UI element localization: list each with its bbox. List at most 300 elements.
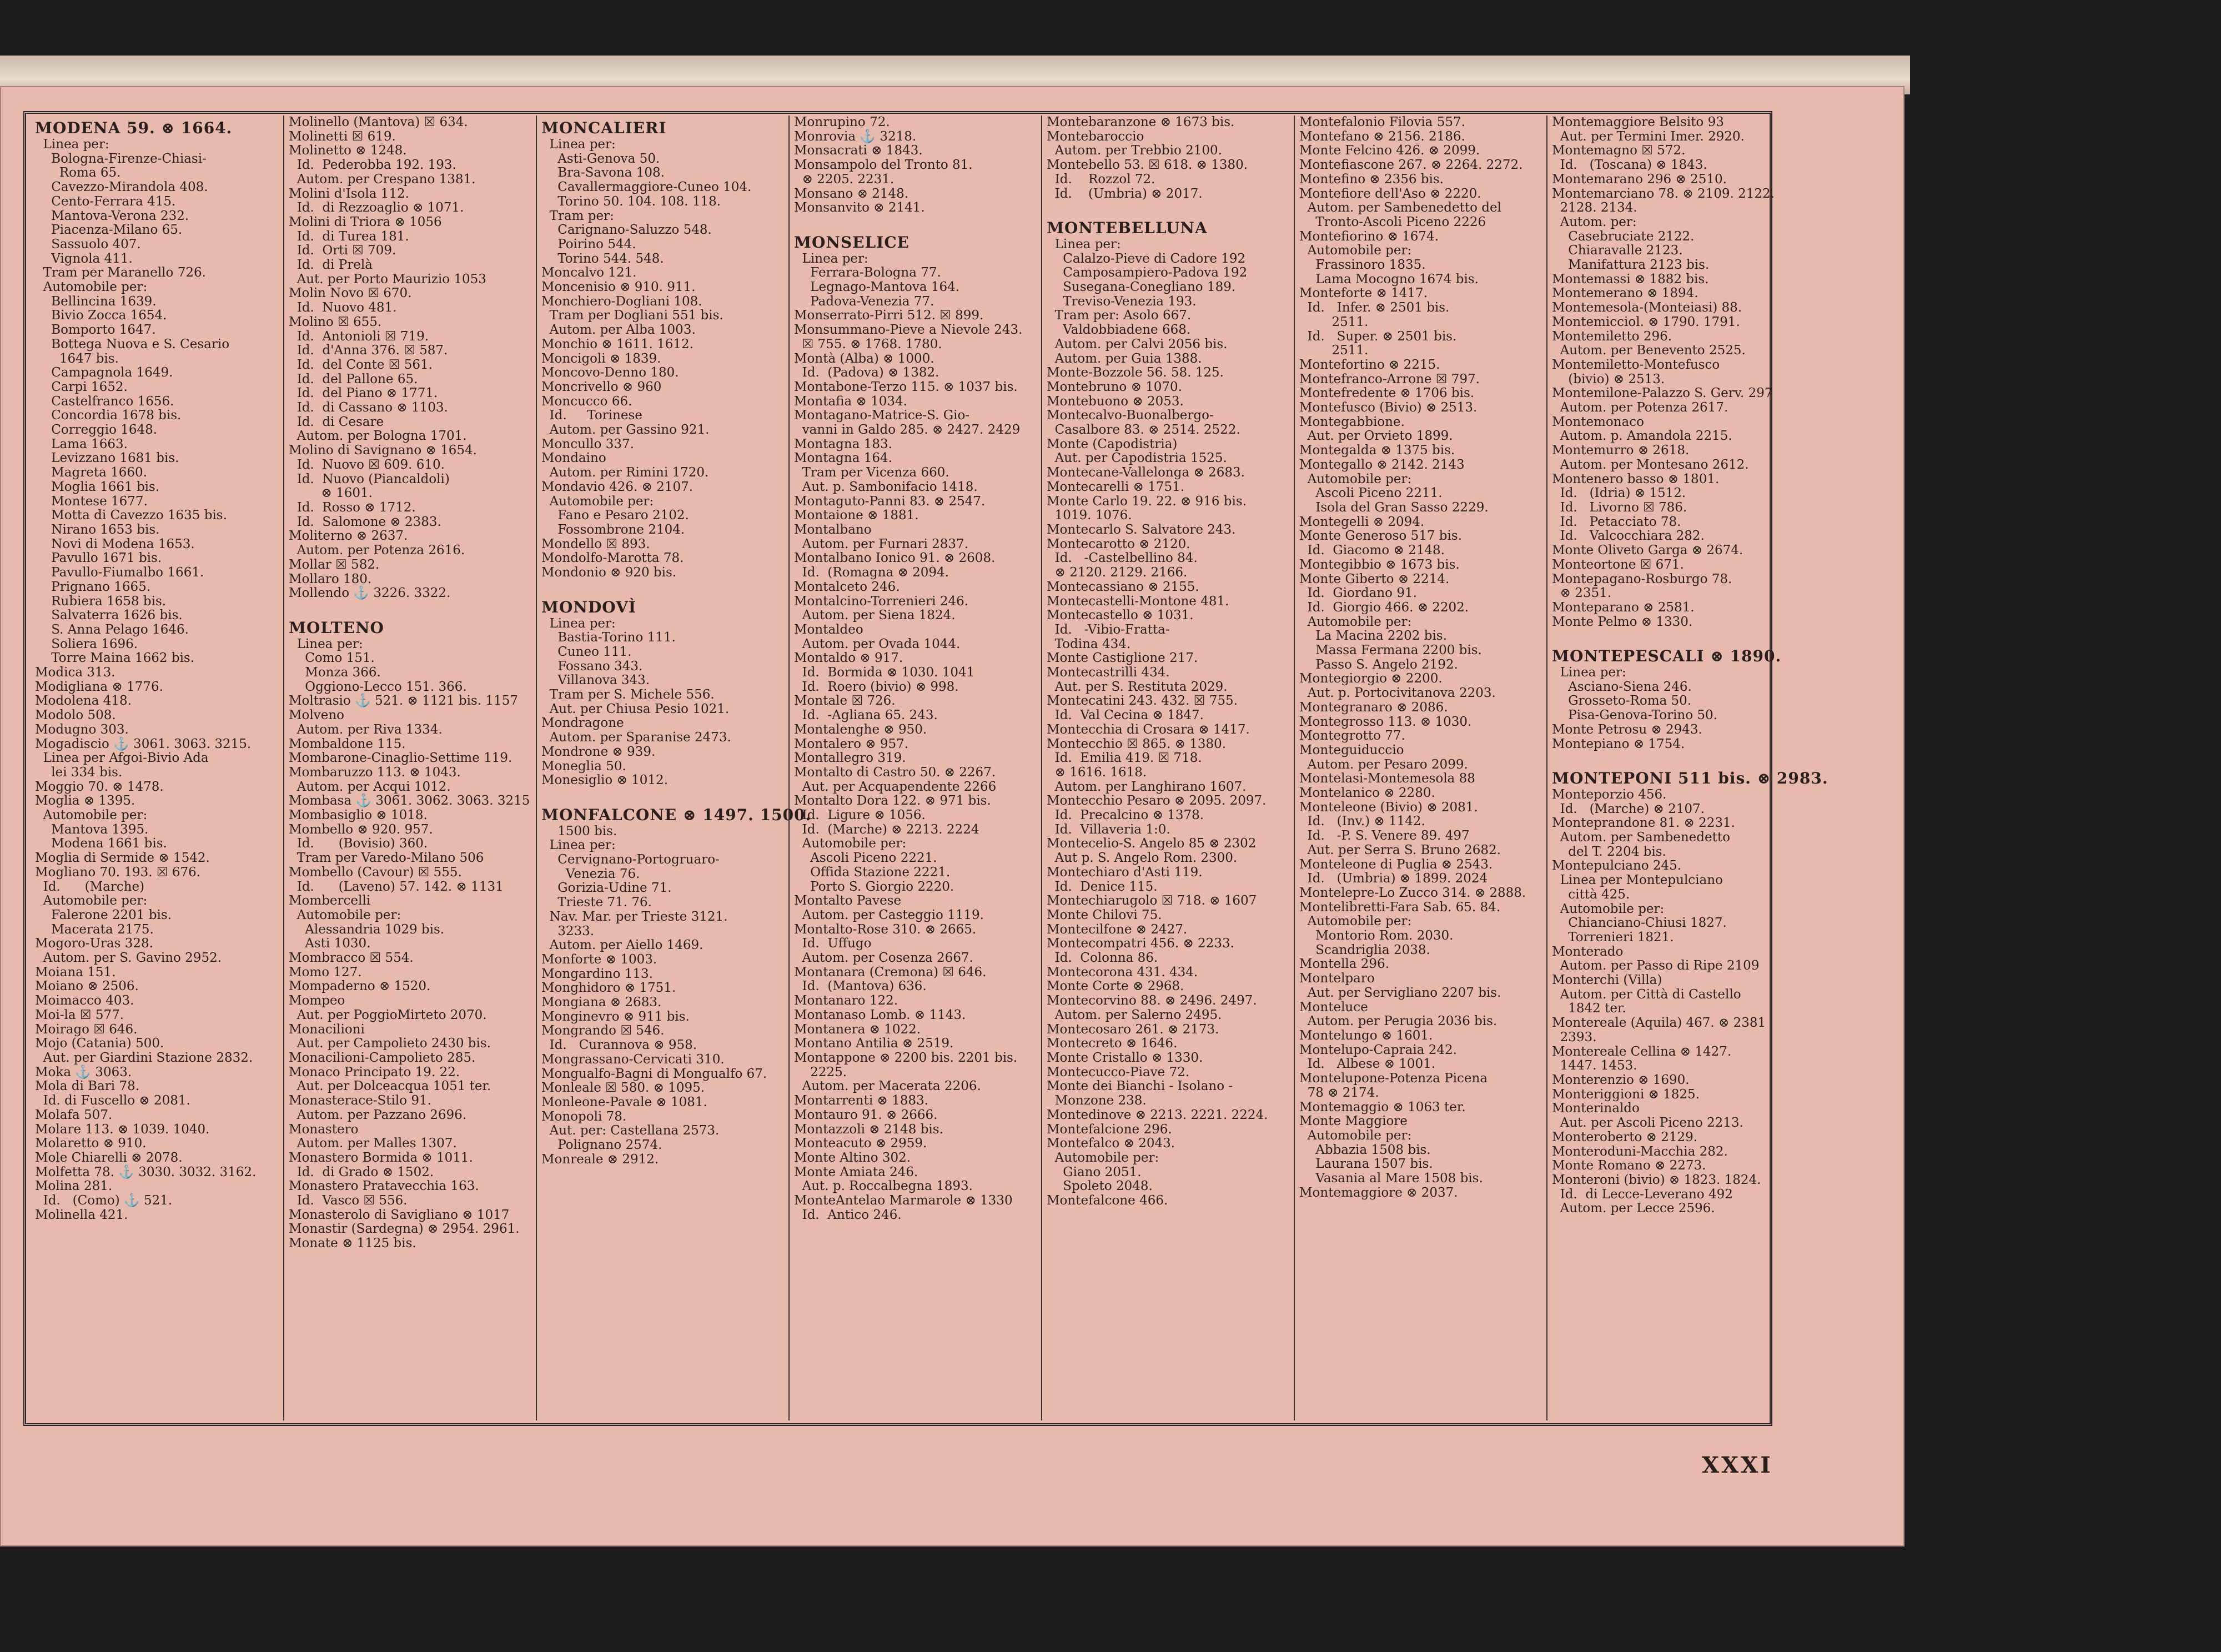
index-entry: Bra-Savona 108. [541, 165, 665, 180]
index-entry: Monteleone di Puglia ⊗ 2543. [1299, 857, 1493, 872]
index-entry: Montecchio ☒ 865. ⊗ 1380. [1047, 736, 1227, 751]
index-entry: Monchiero-Dogliani 108. [541, 294, 702, 309]
index-entry: Moliterno ⊗ 2637. [289, 529, 408, 544]
blank-line [1552, 751, 1768, 766]
index-entry: Monzone 238. [1047, 1093, 1147, 1108]
index-entry: Montalto-Rose 310. ⊗ 2665. [794, 922, 977, 937]
index-entry: Legnago-Mantova 164. [794, 280, 960, 295]
index-entry: Monte Altino 302. [794, 1150, 911, 1165]
index-entry: Scandriglia 2038. [1299, 942, 1430, 957]
index-entry: MONTEPESCALI ⊗ 1890. [1552, 647, 1782, 666]
index-entry: Montefalonio Filovia 557. [1299, 115, 1465, 129]
index-entry: Id. Antico 246. [794, 1207, 902, 1222]
index-entry: Aut. per PoggioMirteto 2070. [289, 1007, 487, 1022]
index-entry: Novi di Modena 1653. [35, 536, 195, 551]
index-entry: Gorizia-Udine 71. [541, 881, 672, 896]
index-entry: Monteleone (Bivio) ⊗ 2081. [1299, 800, 1478, 815]
index-entry: Montalto Pavese [794, 893, 902, 908]
index-entry: Macerata 2175. [35, 922, 154, 937]
index-entry: Molafa 507. [35, 1107, 113, 1122]
index-entry: Modugno 303. [35, 722, 129, 737]
index-entry: Monreale ⊗ 2912. [541, 1152, 659, 1167]
index-entry: Id. Vasco ☒ 556. [289, 1193, 408, 1208]
index-entry: Montecucco-Piave 72. [1047, 1064, 1190, 1079]
index-entry: Id. Val Cecina ⊗ 1847. [1047, 708, 1204, 723]
index-entry: Ascoli Piceno 2221. [794, 851, 937, 866]
index-entry: Chiaravalle 2123. [1552, 243, 1683, 258]
index-entry: Montelepre-Lo Zucco 314. ⊗ 2888. [1299, 885, 1526, 900]
index-entry: Laurana 1507 bis. [1299, 1157, 1433, 1172]
index-entry: Autom. p. Amandola 2215. [1552, 429, 1732, 444]
index-entry: Isola del Gran Sasso 2229. [1299, 500, 1489, 515]
index-entry: Mojo (Catania) 500. [35, 1036, 164, 1051]
index-entry: Id. Rozzol 72. [1047, 172, 1155, 187]
index-entry: Moncovo-Denno 180. [541, 365, 679, 380]
index-entry: Id. Villaveria 1:0. [1047, 822, 1170, 837]
index-entry: Id. (Marche) ⊗ 2107. [1552, 801, 1705, 816]
index-entry: Montorio Rom. 2030. [1299, 928, 1454, 943]
index-entry: Levizzano 1681 bis. [35, 451, 179, 466]
index-entry: Id. Salomone ⊗ 2383. [289, 514, 441, 529]
index-entry: Id. (Marche) ⊗ 2213. 2224 [794, 822, 979, 837]
index-entry: Mondragone [541, 716, 624, 731]
index-entry: Id. Giacomo ⊗ 2148. [1299, 543, 1445, 558]
index-entry: Aut. per Dolceacqua 1051 ter. [289, 1079, 491, 1094]
index-entry: Montemagno ☒ 572. [1552, 143, 1686, 158]
blank-line [1047, 201, 1294, 215]
index-entry: del T. 2204 bis. [1552, 844, 1666, 859]
index-entry: Montarrenti ⊗ 1883. [794, 1093, 928, 1108]
index-entry: Venezia 76. [541, 866, 640, 881]
index-entry: Montalto Dora 122. ⊗ 971 bis. [794, 794, 991, 809]
index-entry: Susegana-Conegliano 189. [1047, 280, 1236, 295]
index-entry: Autom. per Pazzano 2696. [289, 1107, 467, 1122]
index-entry: Montemonaco [1552, 414, 1644, 429]
index-entry: Monteriggioni ⊗ 1825. [1552, 1087, 1700, 1102]
index-entry: Montecilfone ⊗ 2427. [1047, 922, 1188, 937]
index-entry: Mondolfo-Marotta 78. [541, 551, 684, 566]
index-entry: Id. (Inv.) ⊗ 1142. [1299, 814, 1425, 829]
index-column-2 [283, 116, 536, 1420]
index-entry: Alessandria 1029 bis. [289, 922, 445, 937]
index-entry: Monte (Capodistria) [1047, 436, 1178, 451]
index-entry: 1842 ter. [1552, 1001, 1626, 1016]
index-entry: Montalenghe ⊗ 950. [794, 722, 927, 737]
index-entry: Bivio Zocca 1654. [35, 308, 167, 323]
index-entry: Trieste 71. 76. [541, 895, 652, 910]
index-entry: Montelanico ⊗ 2280. [1299, 786, 1435, 801]
index-entry: Montedinove ⊗ 2213. 2221. 2224. [1047, 1107, 1268, 1122]
index-entry: Montecreto ⊗ 1646. [1047, 1036, 1178, 1051]
index-entry: MONTEBELLUNA [1047, 218, 1208, 237]
index-entry: Montegibbio ⊗ 1673 bis. [1299, 557, 1460, 572]
index-entry: Mombello ⊗ 920. 957. [289, 822, 433, 837]
index-entry: Poirino 544. [541, 237, 636, 252]
index-entry: Oggiono-Lecco 151. 366. [289, 679, 467, 694]
index-entry: Montegrotto 77. [1299, 729, 1405, 744]
index-entry: Montecorona 431. 434. [1047, 965, 1198, 980]
index-entry: Montaldeo [794, 622, 863, 637]
index-entry: Autom. per Pesaro 2099. [1299, 757, 1468, 772]
index-entry: Monteroberto ⊗ 2129. [1552, 1129, 1698, 1144]
index-entry: Frassinoro 1835. [1299, 258, 1426, 273]
index-entry: Modolo 508. [35, 708, 116, 723]
index-entry: ☒ 755. ⊗ 1768. 1780. [794, 337, 942, 352]
index-entry: Aut. per Campolieto 2430 bis. [289, 1036, 491, 1051]
index-entry: Monte Castiglione 217. [1047, 651, 1198, 666]
index-entry: Id. Orti ☒ 709. [289, 243, 396, 258]
index-entry: Montegrosso 113. ⊗ 1030. [1299, 714, 1472, 729]
index-entry: Montafia ⊗ 1034. [794, 394, 907, 409]
index-entry: Asciano-Siena 246. [1552, 679, 1692, 694]
index-entry: Montereale Cellina ⊗ 1427. [1552, 1044, 1732, 1059]
index-entry: Id. Albese ⊗ 1001. [1299, 1057, 1436, 1072]
index-entry: Montalbano Ionico 91. ⊗ 2608. [794, 551, 996, 566]
index-entry: Monastero [289, 1122, 359, 1137]
index-entry: Aut. per Capodistria 1525. [1047, 451, 1227, 466]
index-entry: Correggio 1648. [35, 423, 158, 438]
index-entry: Monteforte ⊗ 1417. [1299, 286, 1428, 301]
index-entry: Montecassiano ⊗ 2155. [1047, 579, 1199, 594]
index-entry: Montemesola-(Monteiasi) 88. [1552, 300, 1742, 315]
index-entry: Montecorvino 88. ⊗ 2496. 2497. [1047, 993, 1257, 1008]
index-entry: Mombaruzzo 113. ⊗ 1043. [289, 765, 461, 780]
index-entry: Id. d'Anna 376. ☒ 587. [289, 343, 448, 358]
index-entry: città 425. [1552, 887, 1630, 902]
index-entry: Id. Nuovo 481. [289, 300, 397, 315]
index-entry: Moimacco 403. [35, 993, 134, 1008]
index-entry: Montefalcione 296. [1047, 1122, 1172, 1137]
index-entry: 2511. [1299, 343, 1369, 358]
index-entry: Linea per: [794, 251, 868, 266]
index-entry: Montefino ⊗ 2356 bis. [1299, 172, 1444, 187]
index-entry: Autom. per Casteggio 1119. [794, 907, 984, 922]
index-entry: Monte Giberto ⊗ 2214. [1299, 571, 1450, 586]
index-entry: Moi-la ☒ 577. [35, 1007, 124, 1022]
index-entry: Autom. per Cosenza 2667. [794, 951, 973, 966]
index-entry: Mondonio ⊗ 920 bis. [541, 565, 677, 580]
index-entry: Monrovia ⚓ 3218. [794, 129, 917, 144]
index-entry: Id. di Cesare [289, 414, 384, 429]
index-entry: Id. di Grado ⊗ 1502. [289, 1164, 434, 1179]
index-entry: Monteroni (bivio) ⊗ 1823. 1824. [1552, 1172, 1761, 1187]
index-entry: Linea per: [289, 636, 363, 651]
index-entry: Autom. per: [1552, 214, 1637, 229]
index-entry: Molini di Triora ⊗ 1056 [289, 214, 442, 229]
index-entry: Montemiletto-Montefusco [1552, 357, 1720, 372]
index-entry: Prignano 1665. [35, 579, 151, 594]
index-entry: Monte Romano ⊗ 2273. [1552, 1158, 1706, 1173]
index-entry: Passo S. Angelo 2192. [1299, 657, 1458, 672]
index-entry: Cervignano-Portogruaro- [541, 852, 720, 867]
index-entry: Monteprandone 81. ⊗ 2231. [1552, 816, 1735, 831]
index-entry: Grosseto-Roma 50. [1552, 694, 1692, 709]
index-entry: Montecompatri 456. ⊗ 2233. [1047, 936, 1234, 951]
index-entry: Id. Giorgio 466. ⊗ 2202. [1299, 600, 1469, 615]
index-entry: Pisa-Genova-Torino 50. [1552, 708, 1717, 723]
index-column-7 [1546, 115, 1828, 1420]
index-entry: Id. Bormida ⊗ 1030. 1041 [794, 665, 975, 680]
index-entry: Id. (Marche) [35, 879, 145, 894]
index-entry: Tram per Maranello 726. [35, 265, 206, 280]
index-entry: Monsanvito ⊗ 2141. [794, 200, 925, 215]
index-entry: Monteacuto ⊗ 2959. [794, 1136, 927, 1151]
index-entry: Montecane-Vallelonga ⊗ 2683. [1047, 465, 1245, 480]
index-entry: Automobile per: [35, 280, 148, 295]
index-entry: Monteroduni-Macchia 282. [1552, 1144, 1728, 1159]
index-entry: Automobile per: [794, 836, 907, 851]
index-entry: Bologna-Firenze-Chiasi- [35, 151, 207, 166]
index-entry: Mantova-Verona 232. [35, 208, 189, 223]
index-entry: Linea per: [1552, 665, 1626, 680]
index-entry: Autom. per Riva 1334. [289, 722, 443, 737]
index-entry: Id. Nuovo ☒ 609. 610. [289, 457, 445, 472]
index-entry: Id. (Laveno) 57. 142. ⊗ 1131 [289, 879, 504, 894]
index-entry: Autom. per S. Gavino 2952. [35, 951, 222, 966]
index-entry: Monte Amiata 246. [794, 1164, 918, 1179]
index-entry: Automobile per: [1299, 243, 1412, 258]
index-entry: ⊗ 2205. 2231. [794, 172, 895, 187]
index-entry: ⊗ 2120. 2129. 2166. [1047, 565, 1188, 580]
index-entry: Montefiascone 267. ⊗ 2264. 2272. [1299, 158, 1523, 173]
index-entry: Moncalvo 121. [541, 265, 637, 280]
index-entry: Salvaterra 1626 bis. [35, 608, 183, 623]
index-entry: Autom. per Langhirano 1607. [1047, 779, 1247, 794]
index-entry: Montappone ⊗ 2200 bis. 2201 bis. [794, 1051, 1018, 1065]
index-entry: Id. -P. S. Venere 89. 497 [1299, 828, 1470, 843]
index-entry: Montemurro ⊗ 2618. [1552, 443, 1690, 458]
index-entry: Monsampolo del Tronto 81. [794, 158, 973, 173]
index-entry: Moirago ☒ 646. [35, 1022, 138, 1037]
index-entry: Autom. per Città di Castello [1552, 987, 1741, 1002]
index-entry: Id. Ligure ⊗ 1056. [794, 808, 926, 823]
index-entry: Monginevro ⊗ 911 bis. [541, 1009, 690, 1024]
index-entry: Molfetta 78. ⚓ 3030. 3032. 3162. [35, 1164, 257, 1179]
index-entry: Molaretto ⊗ 910. [35, 1136, 147, 1151]
index-entry: Cuneo 111. [541, 644, 632, 659]
index-entry: Motta di Cavezzo 1635 bis. [35, 508, 227, 523]
index-entry: Chianciano-Chiusi 1827. [1552, 916, 1727, 931]
index-entry: Tram per: [541, 208, 614, 223]
index-entry: Id. Petacciato 78. [1552, 514, 1681, 529]
index-entry: Montemiletto 296. [1552, 329, 1672, 344]
index-entry: Lama 1663. [35, 436, 128, 451]
index-entry: Aut. per Servigliano 2207 bis. [1299, 985, 1501, 1000]
index-entry: S. Anna Pelago 1646. [35, 622, 189, 637]
index-entry: Id. Giordano 91. [1299, 586, 1417, 601]
index-entry: 3233. [541, 923, 595, 938]
index-entry: MONSELICE [794, 233, 909, 252]
index-entry: Montefiorino ⊗ 1674. [1299, 229, 1439, 244]
index-column-5 [1041, 116, 1294, 1420]
index-entry: Montelupone-Potenza Picena [1299, 1071, 1488, 1086]
index-entry: Molare 113. ⊗ 1039. 1040. [35, 1122, 210, 1137]
index-entry: Padova-Venezia 77. [794, 294, 934, 309]
index-entry: Montechiarugolo ☒ 718. ⊗ 1607 [1047, 893, 1257, 908]
index-entry: Mombaldone 115. [289, 736, 406, 751]
index-entry: Autom. per Salerno 2495. [1047, 1007, 1222, 1022]
index-entry: Montecastrilli 434. [1047, 665, 1170, 680]
index-entry: Sassuolo 407. [35, 237, 141, 252]
index-entry: Linea per: [541, 616, 616, 631]
index-entry: Moneglia 50. [541, 759, 626, 774]
index-entry: Pavullo-Fiumalbo 1661. [35, 565, 204, 580]
index-entry: Autom. per Sambenedetto [1552, 830, 1730, 845]
index-entry: Montà (Alba) ⊗ 1000. [794, 351, 934, 366]
index-entry: Monghidoro ⊗ 1751. [541, 981, 676, 996]
index-entry: Montemaggio ⊗ 1063 ter. [1299, 1099, 1466, 1114]
index-entry: Castelfranco 1656. [35, 394, 174, 409]
index-entry: Tram per: Asolo 667. [1047, 308, 1192, 323]
index-entry: Id. Denice 115. [1047, 879, 1158, 894]
index-entry: Rubiera 1658 bis. [35, 594, 167, 609]
index-entry: Cavezzo-Mirandola 408. [35, 180, 208, 195]
index-entry: Id. (Padova) ⊗ 1382. [794, 365, 939, 380]
index-entry: Id. (Umbria) ⊗ 1899. 2024 [1299, 871, 1488, 886]
index-entry: Moiano ⊗ 2506. [35, 979, 139, 994]
index-entry: Linea per: [541, 838, 616, 853]
index-entry: Moncucco 66. [541, 394, 632, 409]
index-entry: Tram per S. Michele 556. [541, 687, 715, 702]
index-entry: Id. di Fuscello ⊗ 2081. [35, 1093, 190, 1108]
index-entry: Montalcino-Torrenieri 246. [794, 594, 969, 609]
index-entry: Automobile per: [1299, 1128, 1412, 1143]
index-entry: Montegalda ⊗ 1375 bis. [1299, 443, 1455, 458]
index-entry: Mongualfo-Bagni di Mongualfo 67. [541, 1066, 767, 1081]
index-entry: Autom. per Furnari 2837. [794, 536, 969, 551]
index-entry: Monserrato-Pirri 512. ☒ 899. [794, 308, 984, 323]
index-entry: 1500 bis. [541, 824, 617, 838]
index-entry: Montanaro 122. [794, 993, 898, 1008]
index-entry: Mongrassano-Cervicati 310. [541, 1052, 725, 1067]
index-entry: Moncenisio ⊗ 910. 911. [541, 280, 696, 295]
index-entry: Id. del Piano ⊗ 1771. [289, 386, 438, 401]
index-entry: Montagano-Matrice-S. Gio- [794, 408, 970, 423]
index-entry: Monte dei Bianchi - Isolano - [1047, 1079, 1233, 1094]
index-entry: Montecarelli ⊗ 1751. [1047, 479, 1185, 494]
index-entry: Montecalvo-Buonalbergo- [1047, 408, 1214, 423]
index-entry: Automobile per: [1047, 1150, 1159, 1165]
index-entry: Aut. per Orvieto 1899. [1299, 429, 1453, 444]
index-entry: Monteparano ⊗ 2581. [1552, 600, 1695, 615]
index-entry: Aut. per Giardini Stazione 2832. [35, 1051, 253, 1065]
index-entry: Id. Curannova ⊗ 958. [541, 1038, 697, 1053]
index-entry: Mogadiscio ⚓ 3061. 3063. 3215. [35, 736, 252, 751]
index-entry: Montanara (Cremona) ☒ 646. [794, 965, 987, 980]
index-entry: Mollaro 180. [289, 571, 372, 586]
index-entry: Montemicciol. ⊗ 1790. 1791. [1552, 314, 1740, 329]
index-entry: Aut. p. Roccalbegna 1893. [794, 1179, 973, 1194]
index-entry: Monastero Pratavecchia 163. [289, 1179, 479, 1194]
index-entry: Montebuono ⊗ 2053. [1047, 394, 1184, 409]
index-entry: Vignola 411. [35, 251, 133, 266]
index-entry: Monterchi (Villa) [1552, 973, 1662, 988]
index-entry: Montebaroccio [1047, 129, 1144, 144]
index-entry: Monte Corte ⊗ 2968. [1047, 979, 1184, 994]
index-entry: Montecosaro 261. ⊗ 2173. [1047, 1022, 1219, 1037]
index-entry: Mola di Bari 78. [35, 1079, 140, 1094]
index-entry: Autom. per Potenza 2616. [289, 543, 465, 558]
index-entry: 1647 bis. [35, 351, 119, 366]
index-entry: 1447. 1453. [1552, 1058, 1637, 1073]
index-entry: Montepagano-Rosburgo 78. [1552, 571, 1732, 586]
index-entry: Mombracco ☒ 554. [289, 951, 414, 966]
index-entry: Molino di Savignano ⊗ 1654. [289, 443, 477, 458]
index-entry: Montegiorgio ⊗ 2200. [1299, 671, 1443, 686]
index-entry: Moka ⚓ 3063. [35, 1064, 132, 1079]
index-entry: Carpi 1652. [35, 379, 128, 394]
index-entry: Autom. per Rimini 1720. [541, 465, 709, 480]
index-entry: Bastia-Torino 111. [541, 630, 676, 645]
index-entry: Falerone 2201 bis. [35, 907, 172, 922]
index-entry: Monteluce [1299, 1000, 1368, 1015]
index-entry: Nav. Mar. per Trieste 3121. [541, 909, 728, 924]
index-entry: Molveno [289, 708, 345, 723]
index-entry: 2393. [1552, 1030, 1597, 1045]
index-entry: Montegallo ⊗ 2142. 2143 [1299, 457, 1465, 472]
index-entry: Montereale (Aquila) 467. ⊗ 2381 [1552, 1016, 1766, 1031]
index-entry: Concordia 1678 bis. [35, 408, 182, 423]
index-entry: Id. Emilia 419. ☒ 718. [1047, 751, 1202, 766]
index-entry: Bomporto 1647. [35, 323, 156, 338]
index-entry: Mondrone ⊗ 939. [541, 744, 656, 759]
index-entry: Id. di Turea 181. [289, 229, 409, 244]
index-entry: Treviso-Venezia 193. [1047, 294, 1197, 309]
index-entry: Montefusco (Bivio) ⊗ 2513. [1299, 400, 1478, 415]
index-entry: Autom. per Malles 1307. [289, 1136, 457, 1151]
index-entry: Aut. per Porto Maurizio 1053 [289, 272, 486, 287]
index-entry: Asti-Genova 50. [541, 151, 660, 166]
index-entry: Montalbano [794, 522, 872, 537]
index-entry: MONTEPONI 511 bis. ⊗ 2983. [1552, 769, 1828, 787]
index-entry: Torrenieri 1821. [1552, 930, 1674, 945]
index-entry: Asti 1030. [289, 936, 371, 951]
index-entry: Automobile per: [541, 494, 654, 509]
index-entry: Roma 65. [35, 165, 121, 180]
index-entry: Montalto di Castro 50. ⊗ 2267. [794, 765, 996, 780]
index-entry: Id. Infer. ⊗ 2501 bis. [1299, 300, 1450, 315]
index-entry: Mondavio 426. ⊗ 2107. [541, 479, 694, 494]
index-entry: Monacilioni [289, 1022, 365, 1037]
index-entry: Ascoli Piceno 2211. [1299, 486, 1443, 501]
index-entry: Bottega Nuova e S. Cesario [35, 337, 230, 352]
index-entry: Monopoli 78. [541, 1109, 627, 1124]
index-entry: Automobile per: [1299, 914, 1412, 929]
index-entry: Aut p. S. Angelo Rom. 2300. [1047, 851, 1238, 866]
index-entry: Id. (Umbria) ⊗ 2017. [1047, 186, 1203, 201]
index-entry: Monastero Bormida ⊗ 1011. [289, 1150, 473, 1165]
index-entry: Montebello 53. ☒ 618. ⊗ 1380. [1047, 158, 1248, 173]
index-entry: Mole Chiarelli ⊗ 2078. [35, 1150, 183, 1165]
index-entry: ⊗ 1601. [289, 486, 373, 501]
index-entry: Montepulciano 245. [1552, 858, 1682, 873]
index-entry: Montelibretti-Fara Sab. 65. 84. [1299, 900, 1501, 915]
index-entry: Monterado [1552, 944, 1624, 959]
index-column-3 [536, 116, 812, 1420]
index-entry: Montelungo ⊗ 1601. [1299, 1028, 1433, 1043]
index-entry: Autom. per Lecce 2596. [1552, 1201, 1715, 1216]
index-entry: Mombello (Cavour) ☒ 555. [289, 865, 462, 880]
index-entry: Aut. per: Castellana 2573. [541, 1123, 720, 1138]
index-entry: Tram per Vicenza 660. [794, 465, 949, 480]
index-entry: Tram per Varedo-Milano 506 [289, 851, 484, 866]
index-entry: Molinella 421. [35, 1207, 128, 1222]
index-entry: Monleale ☒ 580. ⊗ 1095. [541, 1081, 705, 1096]
index-entry: Monte Pelmo ⊗ 1330. [1552, 614, 1693, 629]
index-entry: Autom. per Sambenedetto del [1299, 200, 1501, 215]
index-entry: Id. -Castelbellino 84. [1047, 551, 1198, 566]
index-entry: Camposampiero-Padova 192 [1047, 265, 1248, 280]
